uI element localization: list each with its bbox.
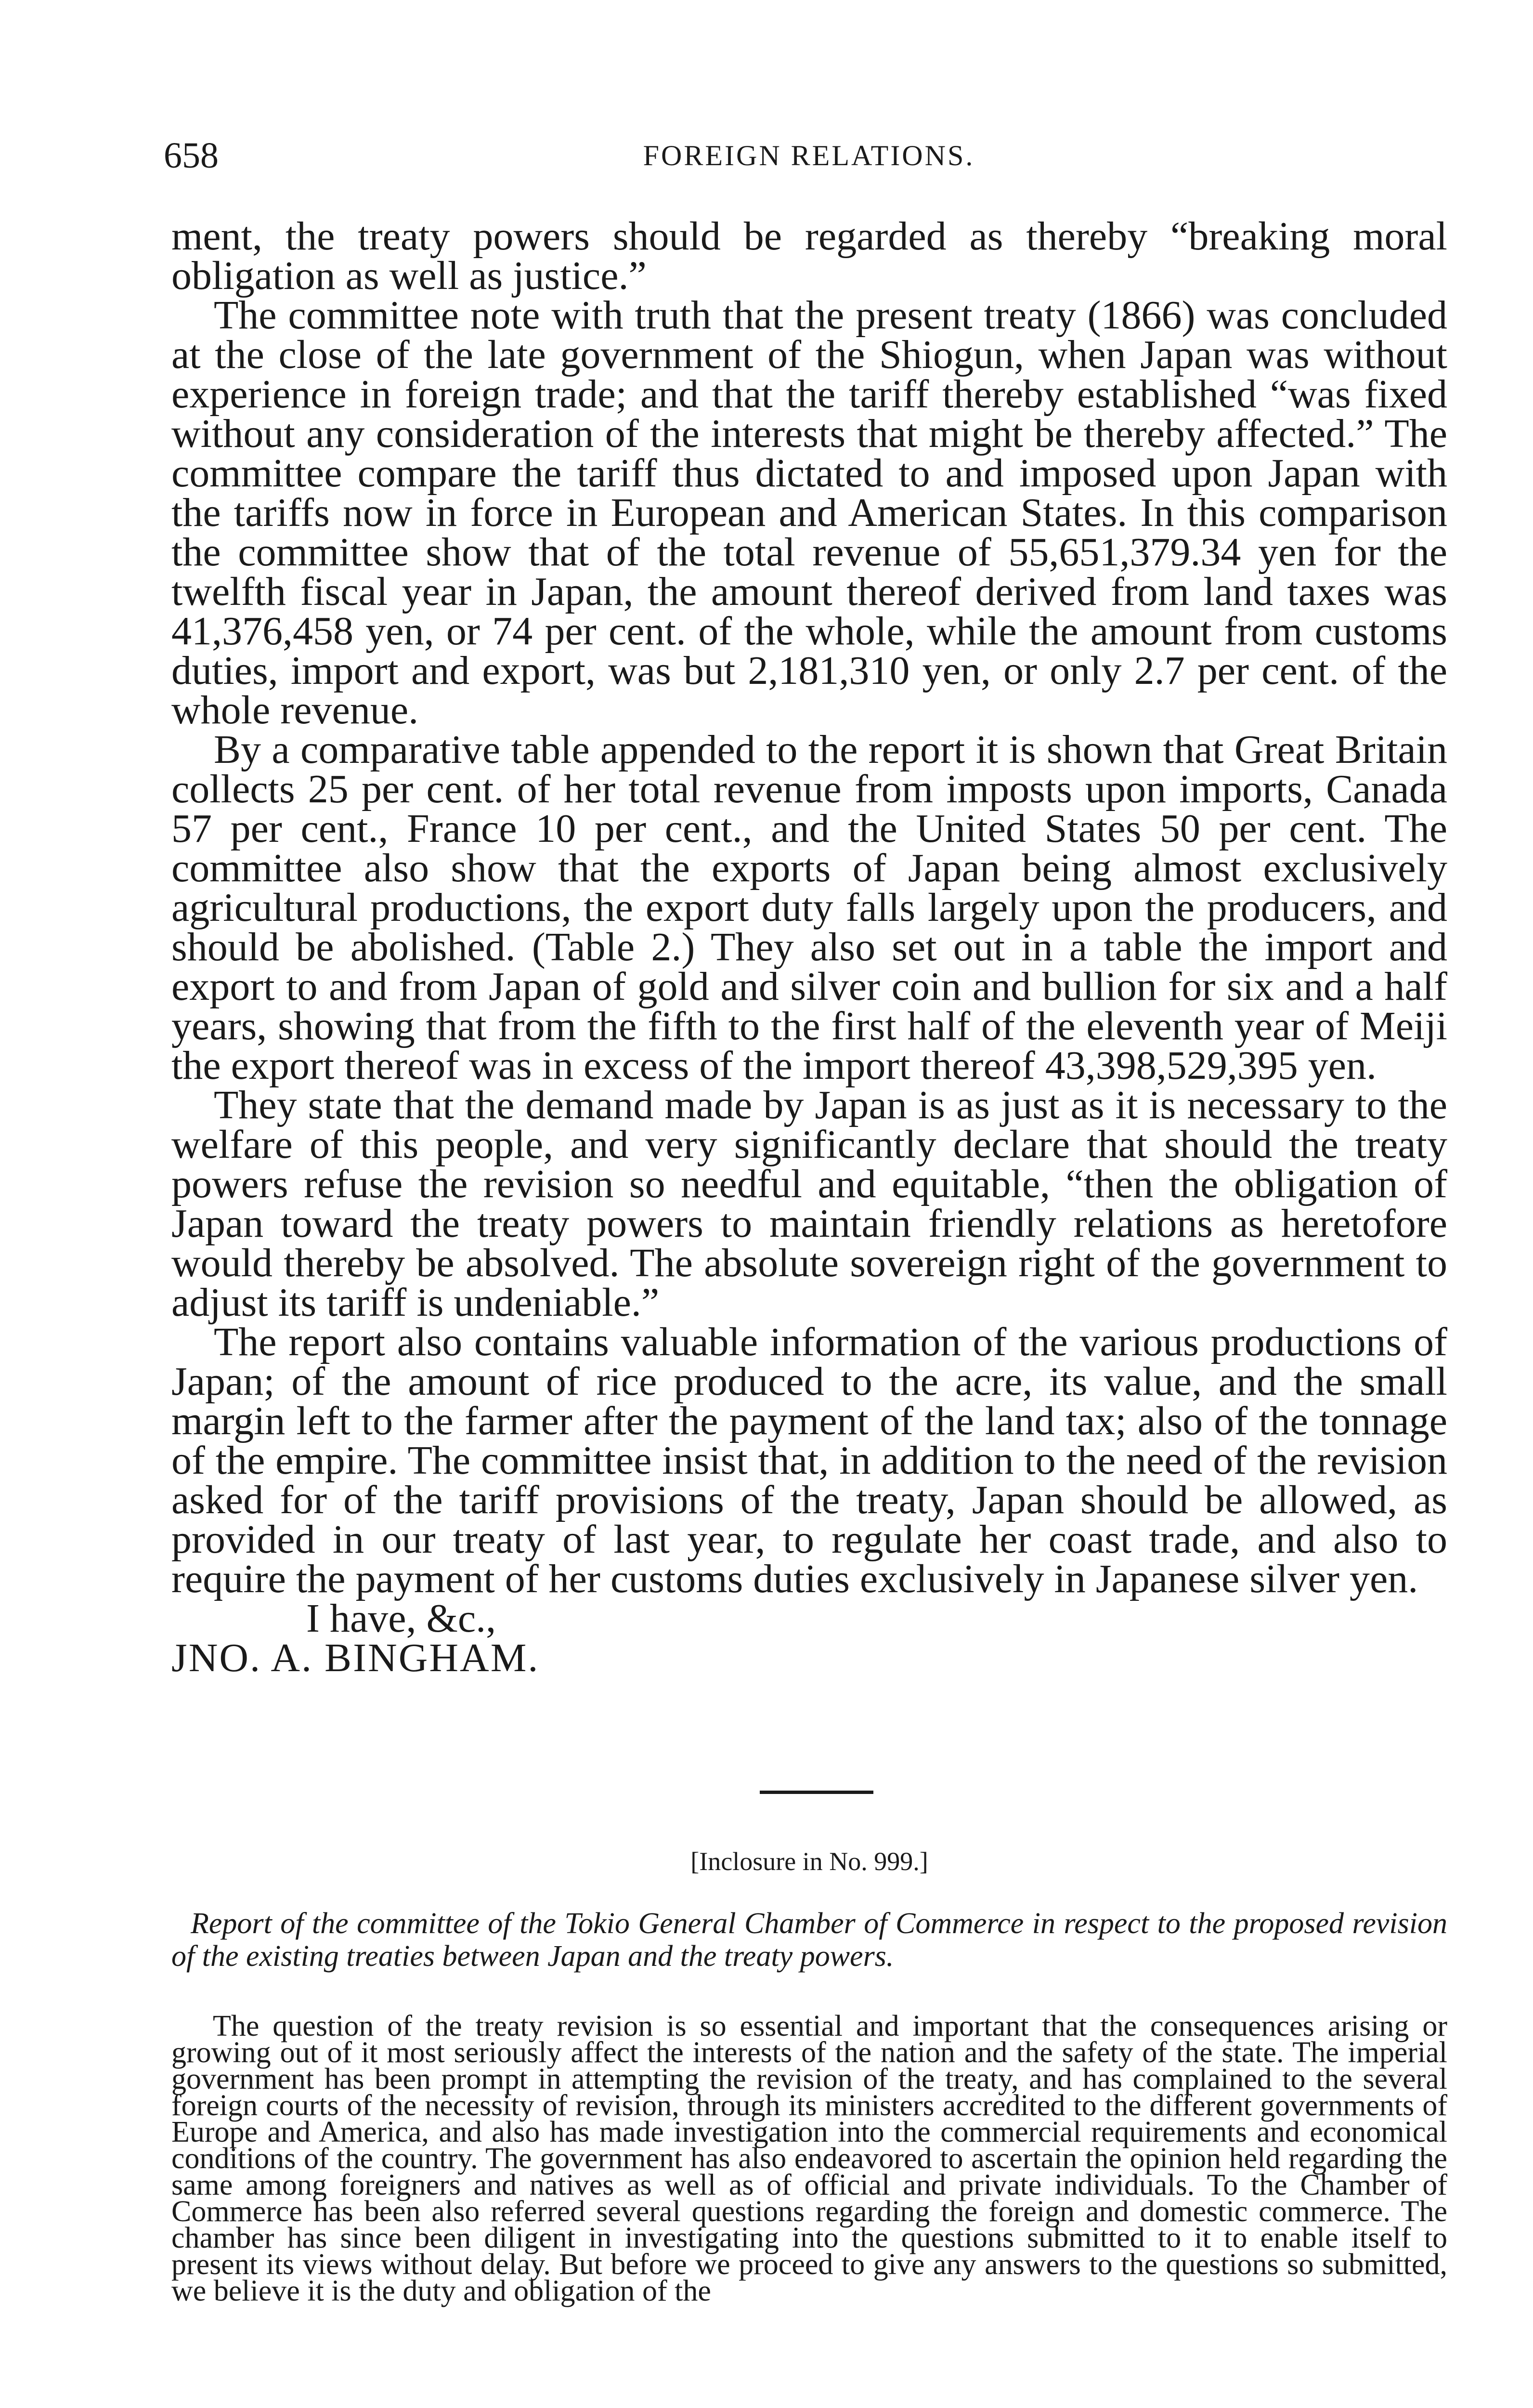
report-title: Report of the committee of the Tokio General Chamber of Commerce in respect to the proposed revision of the existing treaties between Japan and the treaty powers. [171,1907,1447,1973]
letter-body [171,214,1447,1680]
report-body: The question of the treaty revision is so essential and important that the consequences arising or growing out of it most seriously affect the interests of the nation and the safety of the state. The imperial government has been prompt in attempting the revision of the treaty, and has complained to the several foreign courts of the necessity of revision, through its ministers accredited to the different governments of Europe and America, and also has made investigation into the commercial requirements and economical conditions of the country. The government has also endeavored to ascertain the opinion held regarding the same among foreigners and natives as well as of official and private individuals. To the Chamber of Commerce has been also referred several questions regarding the foreign and domestic commerce. The chamber has since been diligent in investigating into the questions submitted to it to enable itself to present its views without delay. But before we proceed to give any answers to the questions so submitted, we believe it is the duty and obligation of the [171,2010,1447,2307]
section-divider [760,1791,873,1794]
running-title: FOREIGN RELATIONS. [643,140,975,171]
page-header [164,129,1454,182]
paragraph: By a comparative table appended to the report it is shown that Great Britain collects 25 per cent. of her total revenue from imposts upon imports, Canada 57 per cent., France 10 per cent., and the United States 50 per cent. The committee also show that the exports of Japan being almost exclusively agricultural productions, the export duty falls largely upon the producers, and should be abolished. (Table 2.) They also set out in a table the import and export to and from Japan of gold and silver coin and bullion for six and a half years, showing that from the fifth to the first half of the eleventh year of Meiji the export thereof was in excess of the import thereof 43,398,529,395 yen. [171,727,1447,1088]
paragraph: The committee note with truth that the present treaty (1866) was concluded at the close of the late government of the Shiogun, when Japan was without experience in foreign trade; and that the tariff thereby established “was fixed without any consideration of the interests that might be thereby affected.” The committee compare the tariff thus dictated to and imposed upon Japan with the tariffs now in force in European and American States. In this comparison the committee show that of the total revenue of 55,651,379.34 yen for the twelfth fiscal year in Japan, the amount thereof derived from land taxes was 41,376,458 yen, or 74 per cent. of the whole, while the amount from customs duties, import and export, was but 2,181,310 yen, or only 2.7 per cent. of the whole revenue. [171,293,1447,733]
signature: JNO. A. BINGHAM. [171,1636,540,1680]
page-number: 658 [164,135,219,176]
paragraph: The report also contains valuable information of the various productions of Japan; of the amount of rice produced to the acre, its value, and the small margin left to the farmer after the payment of the land tax; also of the tonnage of the empire. The committee insist that, in addition to the need of the revision asked for of the tariff provisions of the treaty, Japan should be allowed, as provided in our treaty of last year, to regulate her coast trade, and also to require the payment of her customs duties exclusively in Japanese silver yen. [171,1320,1447,1601]
closing-salutation: I have, &c., [306,1596,496,1641]
paragraph: They state that the demand made by Japan is as just as it is necessary to the welfare of this people, and very significantly declare that should the treaty powers refuse the revision so needful and equitable, “then the obligation of Japan toward the treaty powers to maintain friendly relations as heretofore would thereby be absolved. The absolute sovereign right of the government to adjust its tariff is undeniable.” [171,1083,1447,1325]
paragraph: ment, the treaty powers should be regarded as thereby “breaking moral obligation as well as justice.” [171,214,1447,298]
inclosure-label: [Inclosure in No. 999.] [690,1847,928,1876]
